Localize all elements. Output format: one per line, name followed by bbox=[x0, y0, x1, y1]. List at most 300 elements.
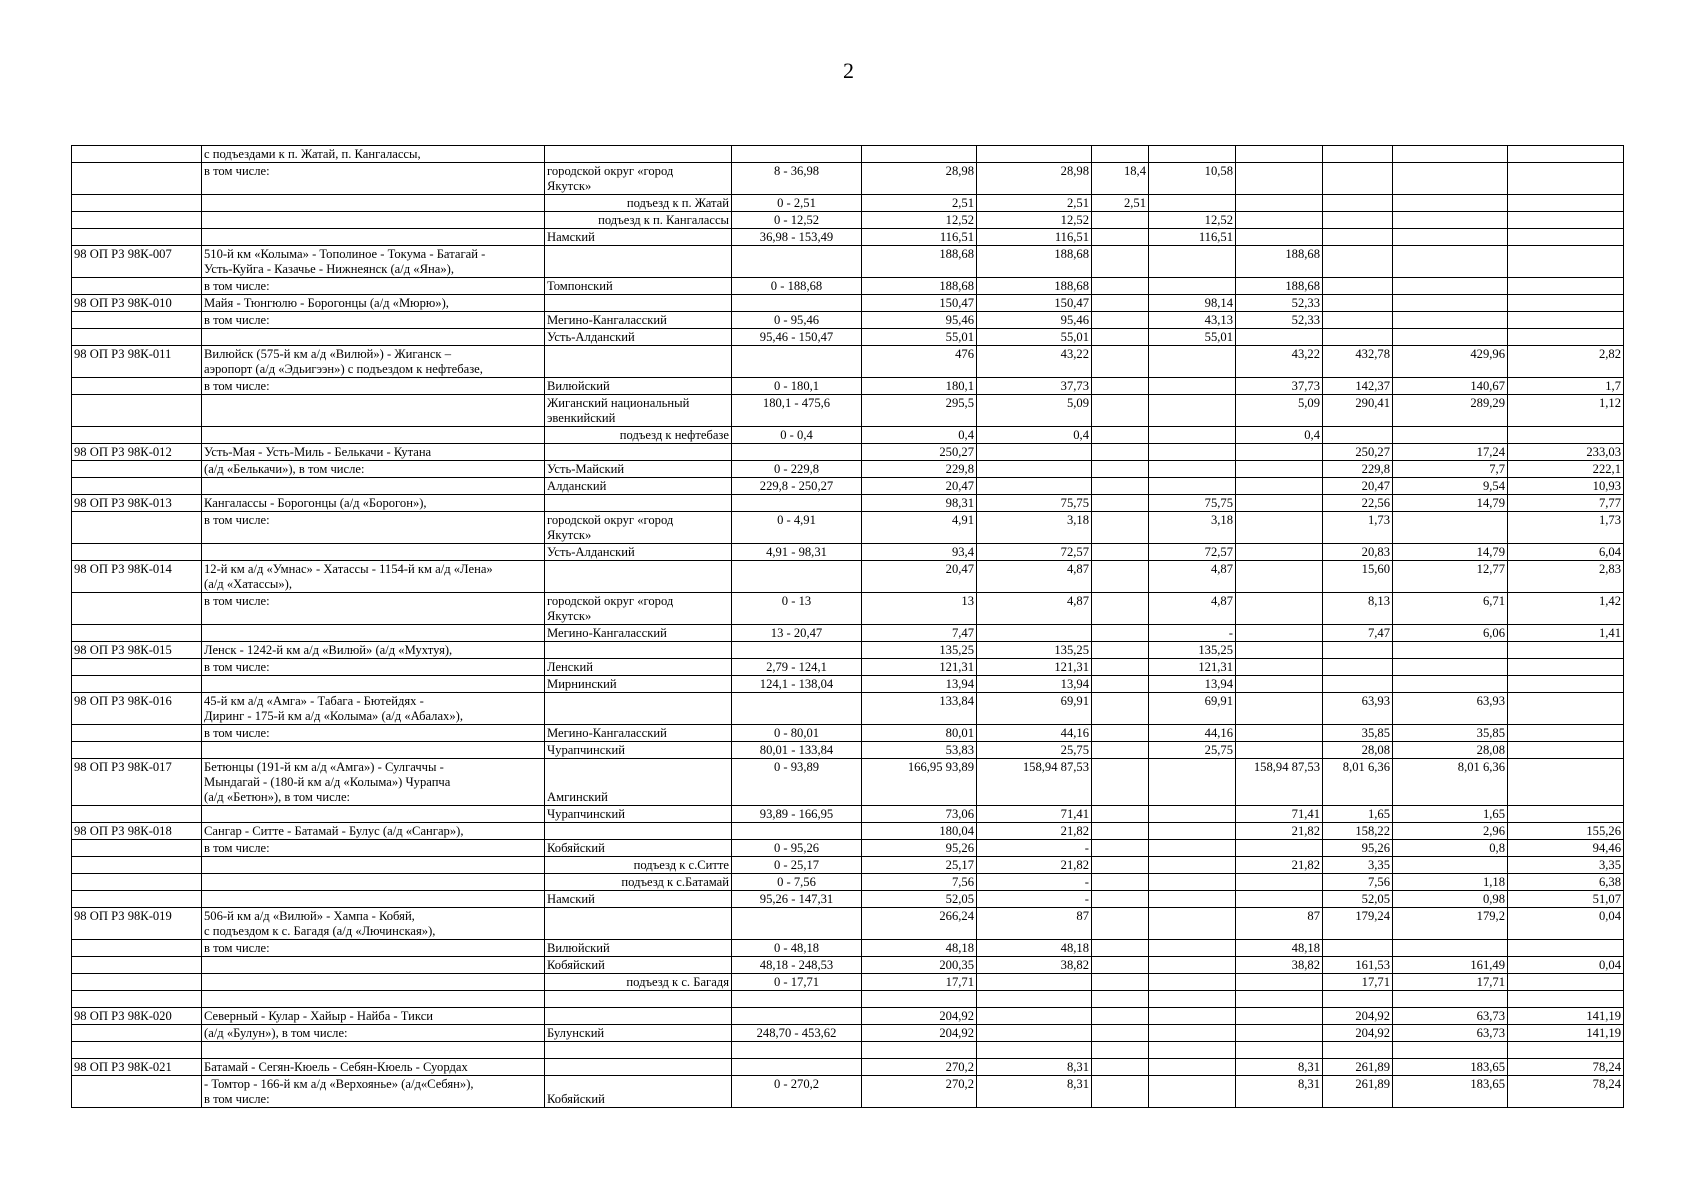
length-cell: 95,26 bbox=[1323, 840, 1393, 857]
length-cell: 38,82 bbox=[1236, 957, 1323, 974]
road-name-cell: Вилюйск (575-й км а/д «Вилюй») - Жиганск – аэропорт (а/д «Эдьигээн») с подъездом к нефтебазе, bbox=[202, 346, 545, 378]
road-code-cell bbox=[72, 742, 202, 759]
length-cell bbox=[1393, 146, 1508, 163]
length-cell bbox=[1236, 163, 1323, 195]
total-length-cell: 150,47 bbox=[862, 295, 977, 312]
district-cell bbox=[545, 295, 732, 312]
length-cell: 250,27 bbox=[1323, 444, 1393, 461]
length-cell bbox=[1092, 840, 1149, 857]
length-cell bbox=[1092, 693, 1149, 725]
length-cell bbox=[1092, 676, 1149, 693]
total-length-cell: 73,06 bbox=[862, 806, 977, 823]
road-name-cell: Батамай - Сегян-Кюель - Себян-Кюель - Суордах bbox=[202, 1059, 545, 1076]
length-cell: 43,22 bbox=[1236, 346, 1323, 378]
length-cell bbox=[977, 444, 1092, 461]
district-cell bbox=[545, 693, 732, 725]
district-cell: Усть-Алданский bbox=[545, 544, 732, 561]
road-name-cell: 506-й км а/д «Вилюй» - Хампа - Кобяй, с подъездом к с. Багадя (а/д «Лючинская»), bbox=[202, 908, 545, 940]
km-range-cell: 0 - 48,18 bbox=[732, 940, 862, 957]
length-cell bbox=[1149, 378, 1236, 395]
length-cell bbox=[1092, 444, 1149, 461]
length-cell: 71,41 bbox=[977, 806, 1092, 823]
length-cell: 183,65 bbox=[1393, 1059, 1508, 1076]
length-cell bbox=[1508, 146, 1624, 163]
table-row bbox=[72, 593, 1624, 625]
length-cell bbox=[1508, 212, 1624, 229]
km-range-cell bbox=[732, 295, 862, 312]
length-cell bbox=[1149, 1025, 1236, 1042]
road-code-cell bbox=[72, 957, 202, 974]
length-cell bbox=[1508, 1042, 1624, 1059]
length-cell bbox=[1092, 806, 1149, 823]
total-length-cell bbox=[862, 1042, 977, 1059]
km-range-cell: 36,98 - 153,49 bbox=[732, 229, 862, 246]
length-cell bbox=[1508, 329, 1624, 346]
length-cell bbox=[1508, 195, 1624, 212]
km-range-cell: 0 - 13 bbox=[732, 593, 862, 625]
km-range-cell: 0 - 95,26 bbox=[732, 840, 862, 857]
length-cell: 0,4 bbox=[1236, 427, 1323, 444]
km-range-cell: 48,18 - 248,53 bbox=[732, 957, 862, 974]
road-code-cell bbox=[72, 395, 202, 427]
km-range-cell: 0 - 180,1 bbox=[732, 378, 862, 395]
length-cell: 69,91 bbox=[977, 693, 1092, 725]
length-cell bbox=[1092, 246, 1149, 278]
length-cell: 14,79 bbox=[1393, 544, 1508, 561]
district-cell bbox=[545, 642, 732, 659]
length-cell bbox=[1508, 693, 1624, 725]
length-cell: 2,82 bbox=[1508, 346, 1624, 378]
length-cell bbox=[1393, 857, 1508, 874]
length-cell: 17,24 bbox=[1393, 444, 1508, 461]
length-cell bbox=[1393, 512, 1508, 544]
length-cell: 4,87 bbox=[1149, 593, 1236, 625]
km-range-cell bbox=[732, 444, 862, 461]
district-cell: Кобяйский bbox=[545, 840, 732, 857]
length-cell bbox=[1236, 544, 1323, 561]
total-length-cell: 53,83 bbox=[862, 742, 977, 759]
total-length-cell: 270,2 bbox=[862, 1076, 977, 1108]
table-row bbox=[72, 378, 1624, 395]
length-cell bbox=[1092, 642, 1149, 659]
length-cell: 37,73 bbox=[977, 378, 1092, 395]
district-cell bbox=[545, 495, 732, 512]
road-name-cell: Майя - Тюнгюлю - Борогонцы (а/д «Мюрю»), bbox=[202, 295, 545, 312]
table-row bbox=[72, 806, 1624, 823]
km-range-cell bbox=[732, 1042, 862, 1059]
road-code-cell bbox=[72, 163, 202, 195]
table-row bbox=[72, 642, 1624, 659]
length-cell bbox=[1149, 957, 1236, 974]
length-cell: 140,67 bbox=[1393, 378, 1508, 395]
length-cell bbox=[1149, 840, 1236, 857]
road-code-cell bbox=[72, 427, 202, 444]
length-cell bbox=[1393, 329, 1508, 346]
road-code-cell bbox=[72, 806, 202, 823]
table-row bbox=[72, 823, 1624, 840]
km-range-cell bbox=[732, 823, 862, 840]
road-name-cell bbox=[202, 891, 545, 908]
length-cell bbox=[1236, 195, 1323, 212]
page-number: 2 bbox=[843, 58, 854, 83]
length-cell bbox=[1236, 146, 1323, 163]
total-length-cell: 13,94 bbox=[862, 676, 977, 693]
district-cell: Булунский bbox=[545, 1025, 732, 1042]
length-cell bbox=[1092, 427, 1149, 444]
length-cell: 63,73 bbox=[1393, 1008, 1508, 1025]
km-range-cell bbox=[732, 991, 862, 1008]
km-range-cell bbox=[732, 1059, 862, 1076]
length-cell bbox=[977, 461, 1092, 478]
length-cell bbox=[1236, 974, 1323, 991]
table-row bbox=[72, 991, 1624, 1008]
length-cell: 7,47 bbox=[1323, 625, 1393, 642]
length-cell bbox=[1092, 146, 1149, 163]
district-cell bbox=[545, 1059, 732, 1076]
length-cell: 135,25 bbox=[977, 642, 1092, 659]
road-code-cell bbox=[72, 312, 202, 329]
length-cell: 20,47 bbox=[1323, 478, 1393, 495]
length-cell bbox=[1236, 212, 1323, 229]
length-cell bbox=[977, 478, 1092, 495]
length-cell bbox=[1149, 823, 1236, 840]
table-row bbox=[72, 444, 1624, 461]
table-row bbox=[72, 395, 1624, 427]
km-range-cell: 229,8 - 250,27 bbox=[732, 478, 862, 495]
district-cell: Чурапчинский bbox=[545, 806, 732, 823]
length-cell: 22,56 bbox=[1323, 495, 1393, 512]
district-cell bbox=[545, 823, 732, 840]
road-name-cell bbox=[202, 625, 545, 642]
length-cell bbox=[1323, 195, 1393, 212]
total-length-cell: 0,4 bbox=[862, 427, 977, 444]
length-cell bbox=[1508, 806, 1624, 823]
length-cell: 69,91 bbox=[1149, 693, 1236, 725]
length-cell bbox=[1092, 857, 1149, 874]
road-code-cell: 98 ОП РЗ 98К-013 bbox=[72, 495, 202, 512]
length-cell: 55,01 bbox=[977, 329, 1092, 346]
total-length-cell: 200,35 bbox=[862, 957, 977, 974]
length-cell: - bbox=[977, 874, 1092, 891]
length-cell bbox=[1092, 940, 1149, 957]
length-cell bbox=[1236, 512, 1323, 544]
length-cell bbox=[1236, 642, 1323, 659]
length-cell: 8,31 bbox=[977, 1076, 1092, 1108]
length-cell: 261,89 bbox=[1323, 1076, 1393, 1108]
length-cell: 87 bbox=[977, 908, 1092, 940]
length-cell bbox=[977, 1025, 1092, 1042]
length-cell: 12,77 bbox=[1393, 561, 1508, 593]
road-code-cell bbox=[72, 891, 202, 908]
length-cell bbox=[1236, 742, 1323, 759]
road-name-cell: в том числе: bbox=[202, 278, 545, 295]
length-cell bbox=[1092, 495, 1149, 512]
total-length-cell: 188,68 bbox=[862, 246, 977, 278]
length-cell: 6,06 bbox=[1393, 625, 1508, 642]
length-cell bbox=[1323, 940, 1393, 957]
length-cell bbox=[1149, 195, 1236, 212]
length-cell bbox=[1092, 478, 1149, 495]
length-cell bbox=[1149, 1059, 1236, 1076]
table-row bbox=[72, 146, 1624, 163]
length-cell: 1,73 bbox=[1508, 512, 1624, 544]
length-cell bbox=[1323, 246, 1393, 278]
length-cell bbox=[1236, 659, 1323, 676]
table-row bbox=[72, 427, 1624, 444]
length-cell bbox=[1323, 163, 1393, 195]
length-cell bbox=[1508, 246, 1624, 278]
table-row bbox=[72, 891, 1624, 908]
district-cell: Томпонский bbox=[545, 278, 732, 295]
km-range-cell bbox=[732, 495, 862, 512]
length-cell bbox=[1393, 312, 1508, 329]
km-range-cell: 0 - 229,8 bbox=[732, 461, 862, 478]
length-cell: 37,73 bbox=[1236, 378, 1323, 395]
road-name-cell bbox=[202, 395, 545, 427]
length-cell: 141,19 bbox=[1508, 1025, 1624, 1042]
length-cell: 63,93 bbox=[1323, 693, 1393, 725]
road-code-cell: 98 ОП РЗ 98К-019 bbox=[72, 908, 202, 940]
table-row bbox=[72, 957, 1624, 974]
length-cell: 188,68 bbox=[1236, 246, 1323, 278]
total-length-cell: 13 bbox=[862, 593, 977, 625]
length-cell bbox=[1092, 823, 1149, 840]
total-length-cell: 28,98 bbox=[862, 163, 977, 195]
district-cell bbox=[545, 444, 732, 461]
district-cell: Амгинский bbox=[545, 759, 732, 806]
road-code-cell bbox=[72, 991, 202, 1008]
district-cell bbox=[545, 346, 732, 378]
km-range-cell: 4,91 - 98,31 bbox=[732, 544, 862, 561]
length-cell: 2,96 bbox=[1393, 823, 1508, 840]
length-cell: 0,8 bbox=[1393, 840, 1508, 857]
district-cell: городской округ «город Якутск» bbox=[545, 163, 732, 195]
road-code-cell bbox=[72, 195, 202, 212]
table-row bbox=[72, 659, 1624, 676]
road-name-cell: - Томтор - 166-й км а/д «Верхоянье» (а/д«Себян»), в том числе: bbox=[202, 1076, 545, 1108]
length-cell bbox=[1323, 278, 1393, 295]
length-cell bbox=[1149, 461, 1236, 478]
district-cell: подъезд к нефтебазе bbox=[545, 427, 732, 444]
length-cell: 48,18 bbox=[977, 940, 1092, 957]
total-length-cell: 12,52 bbox=[862, 212, 977, 229]
road-name-cell bbox=[202, 195, 545, 212]
length-cell: 25,75 bbox=[977, 742, 1092, 759]
district-cell bbox=[545, 561, 732, 593]
length-cell bbox=[1149, 857, 1236, 874]
total-length-cell: 121,31 bbox=[862, 659, 977, 676]
road-name-cell bbox=[202, 991, 545, 1008]
table-row bbox=[72, 857, 1624, 874]
km-range-cell: 13 - 20,47 bbox=[732, 625, 862, 642]
length-cell bbox=[977, 625, 1092, 642]
district-cell: Ленский bbox=[545, 659, 732, 676]
total-length-cell: 204,92 bbox=[862, 1025, 977, 1042]
road-name-cell: Кангалассы - Борогонцы (а/д «Борогон»), bbox=[202, 495, 545, 512]
length-cell: 8,31 bbox=[977, 1059, 1092, 1076]
table-row bbox=[72, 246, 1624, 278]
table-row bbox=[72, 1025, 1624, 1042]
length-cell bbox=[1236, 1025, 1323, 1042]
length-cell bbox=[1508, 312, 1624, 329]
district-cell: Вилюйский bbox=[545, 940, 732, 957]
length-cell: 14,79 bbox=[1393, 495, 1508, 512]
length-cell: 233,03 bbox=[1508, 444, 1624, 461]
length-cell: 4,87 bbox=[1149, 561, 1236, 593]
district-cell: Вилюйский bbox=[545, 378, 732, 395]
total-length-cell: 476 bbox=[862, 346, 977, 378]
length-cell bbox=[977, 1008, 1092, 1025]
length-cell bbox=[1092, 229, 1149, 246]
length-cell: 0,04 bbox=[1508, 908, 1624, 940]
length-cell: 7,7 bbox=[1393, 461, 1508, 478]
road-code-cell: 98 ОП РЗ 98К-014 bbox=[72, 561, 202, 593]
length-cell bbox=[1236, 329, 1323, 346]
table-body bbox=[72, 146, 1624, 1108]
road-name-cell: Северный - Кулар - Хайыр - Найба - Тикси bbox=[202, 1008, 545, 1025]
km-range-cell: 0 - 93,89 bbox=[732, 759, 862, 806]
km-range-cell: 80,01 - 133,84 bbox=[732, 742, 862, 759]
km-range-cell bbox=[732, 561, 862, 593]
total-length-cell: 135,25 bbox=[862, 642, 977, 659]
total-length-cell bbox=[862, 146, 977, 163]
length-cell bbox=[1092, 1025, 1149, 1042]
length-cell: 38,82 bbox=[977, 957, 1092, 974]
table-row bbox=[72, 1059, 1624, 1076]
length-cell: 72,57 bbox=[1149, 544, 1236, 561]
district-cell: подъезд к п. Жатай bbox=[545, 195, 732, 212]
road-code-cell: 98 ОП РЗ 98К-017 bbox=[72, 759, 202, 806]
length-cell bbox=[1092, 908, 1149, 940]
district-cell: Мегино-Кангаласский bbox=[545, 725, 732, 742]
length-cell bbox=[1092, 1059, 1149, 1076]
length-cell bbox=[1149, 806, 1236, 823]
district-cell bbox=[545, 908, 732, 940]
length-cell: 3,35 bbox=[1508, 857, 1624, 874]
length-cell bbox=[1323, 991, 1393, 1008]
road-name-cell bbox=[202, 806, 545, 823]
length-cell: 1,65 bbox=[1393, 806, 1508, 823]
km-range-cell bbox=[732, 908, 862, 940]
district-cell: подъезд к с.Ситте bbox=[545, 857, 732, 874]
length-cell: 229,8 bbox=[1323, 461, 1393, 478]
road-name-cell bbox=[202, 676, 545, 693]
length-cell bbox=[1092, 212, 1149, 229]
length-cell bbox=[1092, 512, 1149, 544]
road-code-cell bbox=[72, 1042, 202, 1059]
road-code-cell: 98 ОП РЗ 98К-007 bbox=[72, 246, 202, 278]
length-cell bbox=[1508, 278, 1624, 295]
road-name-cell: в том числе: bbox=[202, 593, 545, 625]
km-range-cell: 180,1 - 475,6 bbox=[732, 395, 862, 427]
length-cell bbox=[1508, 974, 1624, 991]
table-row bbox=[72, 346, 1624, 378]
road-name-cell: Ленск - 1242-й км а/д «Вилюй» (а/д «Мухтуя), bbox=[202, 642, 545, 659]
length-cell bbox=[1508, 659, 1624, 676]
length-cell: 116,51 bbox=[1149, 229, 1236, 246]
length-cell: 12,52 bbox=[1149, 212, 1236, 229]
length-cell bbox=[1508, 642, 1624, 659]
length-cell bbox=[1508, 295, 1624, 312]
length-cell: 6,38 bbox=[1508, 874, 1624, 891]
road-name-cell bbox=[202, 957, 545, 974]
road-name-cell: Бетюнцы (191-й км а/д «Амга») - Сулгаччы - Мындагай - (180-й км а/д «Колыма») Чурапча (а/д «Бетюн»), в том числе: bbox=[202, 759, 545, 806]
length-cell bbox=[1236, 891, 1323, 908]
length-cell bbox=[1149, 444, 1236, 461]
length-cell: 155,26 bbox=[1508, 823, 1624, 840]
length-cell: 158,94 87,53 bbox=[1236, 759, 1323, 806]
length-cell bbox=[1323, 676, 1393, 693]
table-row bbox=[72, 544, 1624, 561]
length-cell: 158,22 bbox=[1323, 823, 1393, 840]
km-range-cell: 8 - 36,98 bbox=[732, 163, 862, 195]
length-cell: 1,73 bbox=[1323, 512, 1393, 544]
table-row bbox=[72, 512, 1624, 544]
length-cell bbox=[1236, 693, 1323, 725]
length-cell: 55,01 bbox=[1149, 329, 1236, 346]
length-cell bbox=[1149, 395, 1236, 427]
length-cell: - bbox=[977, 840, 1092, 857]
km-range-cell: 0 - 0,4 bbox=[732, 427, 862, 444]
length-cell bbox=[1508, 676, 1624, 693]
length-cell bbox=[1092, 991, 1149, 1008]
length-cell: 0,4 bbox=[977, 427, 1092, 444]
table-row bbox=[72, 676, 1624, 693]
district-cell: Мегино-Кангаласский bbox=[545, 625, 732, 642]
length-cell: 289,29 bbox=[1393, 395, 1508, 427]
length-cell bbox=[1236, 229, 1323, 246]
length-cell: 161,49 bbox=[1393, 957, 1508, 974]
length-cell: 261,89 bbox=[1323, 1059, 1393, 1076]
road-code-cell bbox=[72, 625, 202, 642]
road-code-cell: 98 ОП РЗ 98К-020 bbox=[72, 1008, 202, 1025]
km-range-cell: 0 - 17,71 bbox=[732, 974, 862, 991]
length-cell: 121,31 bbox=[977, 659, 1092, 676]
length-cell bbox=[1508, 427, 1624, 444]
road-code-cell bbox=[72, 1025, 202, 1042]
district-cell: Кобяйский bbox=[545, 1076, 732, 1108]
length-cell: 1,7 bbox=[1508, 378, 1624, 395]
km-range-cell bbox=[732, 693, 862, 725]
district-cell: Мегино-Кангаласский bbox=[545, 312, 732, 329]
length-cell: 4,87 bbox=[977, 593, 1092, 625]
length-cell bbox=[1149, 278, 1236, 295]
length-cell bbox=[1236, 991, 1323, 1008]
length-cell bbox=[977, 1042, 1092, 1059]
road-name-cell: в том числе: bbox=[202, 940, 545, 957]
length-cell bbox=[1149, 940, 1236, 957]
road-code-cell bbox=[72, 512, 202, 544]
length-cell: 0,04 bbox=[1508, 957, 1624, 974]
district-cell: подъезд к п. Кангалассы bbox=[545, 212, 732, 229]
length-cell bbox=[1092, 725, 1149, 742]
length-cell: 28,98 bbox=[977, 163, 1092, 195]
length-cell bbox=[1236, 561, 1323, 593]
length-cell bbox=[1149, 427, 1236, 444]
table-row bbox=[72, 840, 1624, 857]
length-cell bbox=[1092, 312, 1149, 329]
length-cell: 72,57 bbox=[977, 544, 1092, 561]
length-cell: 0,98 bbox=[1393, 891, 1508, 908]
table-row bbox=[72, 329, 1624, 346]
road-name-cell: Сангар - Ситте - Батамай - Булус (а/д «Сангар»), bbox=[202, 823, 545, 840]
road-code-cell bbox=[72, 329, 202, 346]
road-name-cell bbox=[202, 478, 545, 495]
length-cell: 52,33 bbox=[1236, 312, 1323, 329]
table-row bbox=[72, 1076, 1624, 1108]
road-code-cell bbox=[72, 593, 202, 625]
road-code-cell bbox=[72, 840, 202, 857]
